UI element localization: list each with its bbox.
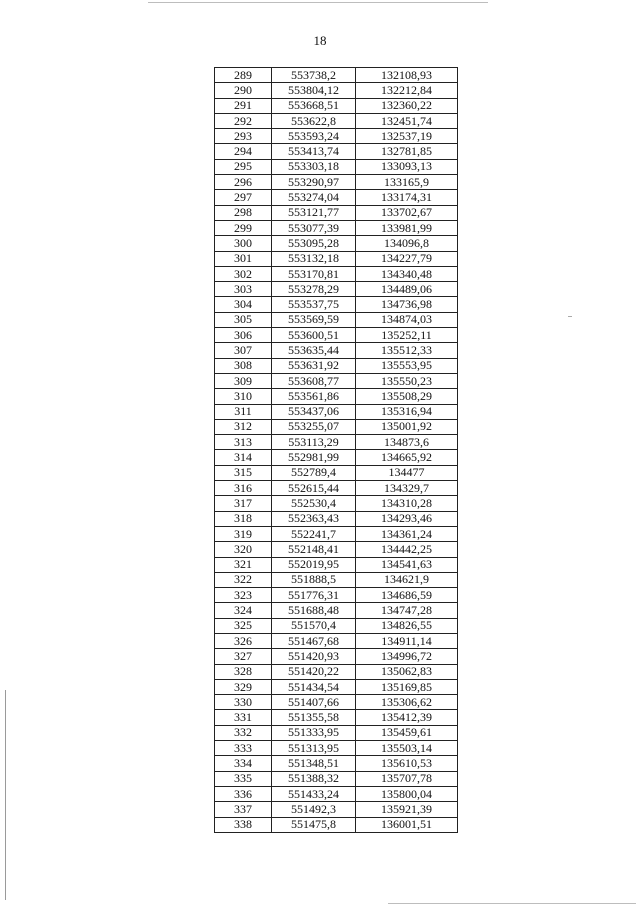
x-coordinate-cell: 553600,51 [272, 328, 356, 343]
x-coordinate-cell: 553668,51 [272, 98, 356, 113]
point-number-cell: 313 [215, 435, 272, 450]
table-row [215, 786, 458, 801]
table-row [215, 649, 458, 664]
table-row [215, 358, 458, 373]
table-row [215, 481, 458, 496]
table-row [215, 328, 458, 343]
point-number-cell: 326 [215, 633, 272, 648]
x-coordinate-cell: 553437,06 [272, 404, 356, 419]
y-coordinate-cell: 134826,55 [356, 618, 458, 633]
y-coordinate-cell: 135512,33 [356, 343, 458, 358]
y-coordinate-cell: 135252,11 [356, 328, 458, 343]
y-coordinate-cell: 134874,03 [356, 312, 458, 327]
x-coordinate-cell: 552615,44 [272, 481, 356, 496]
table-row [215, 542, 458, 557]
table-row [215, 266, 458, 281]
table-row [215, 557, 458, 572]
y-coordinate-cell: 135503,14 [356, 741, 458, 756]
point-number-cell: 337 [215, 802, 272, 817]
table-row [215, 817, 458, 832]
x-coordinate-cell: 551433,24 [272, 786, 356, 801]
table-row [215, 205, 458, 220]
table-row [215, 312, 458, 327]
y-coordinate-cell: 134747,28 [356, 603, 458, 618]
point-number-cell: 296 [215, 175, 272, 190]
x-coordinate-cell: 552530,4 [272, 496, 356, 511]
point-number-cell: 316 [215, 481, 272, 496]
point-number-cell: 318 [215, 511, 272, 526]
y-coordinate-cell: 134996,72 [356, 649, 458, 664]
y-coordinate-cell: 134340,48 [356, 266, 458, 281]
x-coordinate-cell: 553631,92 [272, 358, 356, 373]
y-coordinate-cell: 135169,85 [356, 679, 458, 694]
table-row [215, 343, 458, 358]
y-coordinate-cell: 134489,06 [356, 282, 458, 297]
table-row [215, 725, 458, 740]
table-row [215, 129, 458, 144]
point-number-cell: 301 [215, 251, 272, 266]
point-number-cell: 314 [215, 450, 272, 465]
point-number-cell: 312 [215, 419, 272, 434]
point-number-cell: 302 [215, 266, 272, 281]
x-coordinate-cell: 551355,58 [272, 710, 356, 725]
table-row [215, 450, 458, 465]
table-row [215, 144, 458, 159]
x-coordinate-cell: 551420,93 [272, 649, 356, 664]
x-coordinate-cell: 553804,12 [272, 83, 356, 98]
x-coordinate-cell: 553095,28 [272, 236, 356, 251]
y-coordinate-cell: 135610,53 [356, 756, 458, 771]
y-coordinate-cell: 135921,39 [356, 802, 458, 817]
point-number-cell: 323 [215, 588, 272, 603]
x-coordinate-cell: 553303,18 [272, 159, 356, 174]
point-number-cell: 293 [215, 129, 272, 144]
table-row [215, 419, 458, 434]
y-coordinate-cell: 133174,31 [356, 190, 458, 205]
point-number-cell: 338 [215, 817, 272, 832]
x-coordinate-cell: 551313,95 [272, 741, 356, 756]
y-coordinate-cell: 135459,61 [356, 725, 458, 740]
table-row [215, 741, 458, 756]
point-number-cell: 320 [215, 542, 272, 557]
point-number-cell: 317 [215, 496, 272, 511]
x-coordinate-cell: 551776,31 [272, 588, 356, 603]
x-coordinate-cell: 551475,8 [272, 817, 356, 832]
x-coordinate-cell: 553569,59 [272, 312, 356, 327]
x-coordinate-cell: 552363,43 [272, 511, 356, 526]
y-coordinate-cell: 136001,51 [356, 817, 458, 832]
table-row [215, 588, 458, 603]
point-number-cell: 294 [215, 144, 272, 159]
point-number-cell: 303 [215, 282, 272, 297]
y-coordinate-cell: 132108,93 [356, 68, 458, 83]
table-row [215, 190, 458, 205]
table-row [215, 802, 458, 817]
table-row [215, 435, 458, 450]
x-coordinate-cell: 552148,41 [272, 542, 356, 557]
table-row [215, 98, 458, 113]
point-number-cell: 315 [215, 465, 272, 480]
point-number-cell: 310 [215, 389, 272, 404]
y-coordinate-cell: 134310,28 [356, 496, 458, 511]
point-number-cell: 307 [215, 343, 272, 358]
coordinates-table [214, 67, 458, 833]
table-row [215, 297, 458, 312]
table-row [215, 68, 458, 83]
table-row [215, 496, 458, 511]
point-number-cell: 292 [215, 113, 272, 128]
y-coordinate-cell: 133093,13 [356, 159, 458, 174]
y-coordinate-cell: 134227,79 [356, 251, 458, 266]
point-number-cell: 300 [215, 236, 272, 251]
y-coordinate-cell: 135550,23 [356, 373, 458, 388]
y-coordinate-cell: 132537,19 [356, 129, 458, 144]
point-number-cell: 290 [215, 83, 272, 98]
x-coordinate-cell: 553413,74 [272, 144, 356, 159]
table-row [215, 83, 458, 98]
x-coordinate-cell: 551492,3 [272, 802, 356, 817]
y-coordinate-cell: 135707,78 [356, 771, 458, 786]
x-coordinate-cell: 551467,68 [272, 633, 356, 648]
y-coordinate-cell: 133702,67 [356, 205, 458, 220]
table-row [215, 389, 458, 404]
point-number-cell: 298 [215, 205, 272, 220]
y-coordinate-cell: 134665,92 [356, 450, 458, 465]
y-coordinate-cell: 135800,04 [356, 786, 458, 801]
y-coordinate-cell: 132360,22 [356, 98, 458, 113]
table-row [215, 526, 458, 541]
table-row [215, 710, 458, 725]
x-coordinate-cell: 551333,95 [272, 725, 356, 740]
x-coordinate-cell: 553121,77 [272, 205, 356, 220]
page-number: 18 [313, 33, 327, 48]
y-coordinate-cell: 134329,7 [356, 481, 458, 496]
x-coordinate-cell: 553622,8 [272, 113, 356, 128]
scan-edge-left [5, 690, 6, 900]
x-coordinate-cell: 553132,18 [272, 251, 356, 266]
x-coordinate-cell: 552241,7 [272, 526, 356, 541]
table-row [215, 771, 458, 786]
point-number-cell: 291 [215, 98, 272, 113]
x-coordinate-cell: 553170,81 [272, 266, 356, 281]
table-row [215, 404, 458, 419]
point-number-cell: 306 [215, 328, 272, 343]
table-row [215, 251, 458, 266]
point-number-cell: 322 [215, 572, 272, 587]
table-row [215, 756, 458, 771]
table-row [215, 175, 458, 190]
y-coordinate-cell: 134911,14 [356, 633, 458, 648]
point-number-cell: 305 [215, 312, 272, 327]
y-coordinate-cell: 134621,9 [356, 572, 458, 587]
point-number-cell: 333 [215, 741, 272, 756]
y-coordinate-cell: 135508,29 [356, 389, 458, 404]
point-number-cell: 325 [215, 618, 272, 633]
table-row [215, 603, 458, 618]
point-number-cell: 324 [215, 603, 272, 618]
point-number-cell: 335 [215, 771, 272, 786]
scan-speck [568, 316, 572, 317]
x-coordinate-cell: 553113,29 [272, 435, 356, 450]
point-number-cell: 309 [215, 373, 272, 388]
y-coordinate-cell: 133981,99 [356, 220, 458, 235]
y-coordinate-cell: 134686,59 [356, 588, 458, 603]
x-coordinate-cell: 551688,48 [272, 603, 356, 618]
x-coordinate-cell: 552789,4 [272, 465, 356, 480]
point-number-cell: 336 [215, 786, 272, 801]
y-coordinate-cell: 134541,63 [356, 557, 458, 572]
x-coordinate-cell: 553537,75 [272, 297, 356, 312]
x-coordinate-cell: 553561,86 [272, 389, 356, 404]
point-number-cell: 334 [215, 756, 272, 771]
y-coordinate-cell: 134873,6 [356, 435, 458, 450]
x-coordinate-cell: 551348,51 [272, 756, 356, 771]
y-coordinate-cell: 135062,83 [356, 664, 458, 679]
x-coordinate-cell: 551407,66 [272, 695, 356, 710]
y-coordinate-cell: 135306,62 [356, 695, 458, 710]
point-number-cell: 331 [215, 710, 272, 725]
x-coordinate-cell: 553278,29 [272, 282, 356, 297]
y-coordinate-cell: 134096,8 [356, 236, 458, 251]
x-coordinate-cell: 553635,44 [272, 343, 356, 358]
y-coordinate-cell: 133165,9 [356, 175, 458, 190]
point-number-cell: 329 [215, 679, 272, 694]
table-row [215, 282, 458, 297]
point-number-cell: 308 [215, 358, 272, 373]
x-coordinate-cell: 553593,24 [272, 129, 356, 144]
table-row [215, 511, 458, 526]
y-coordinate-cell: 132212,84 [356, 83, 458, 98]
table-row [215, 220, 458, 235]
point-number-cell: 321 [215, 557, 272, 572]
y-coordinate-cell: 134736,98 [356, 297, 458, 312]
x-coordinate-cell: 551434,54 [272, 679, 356, 694]
table-row [215, 159, 458, 174]
y-coordinate-cell: 134361,24 [356, 526, 458, 541]
x-coordinate-cell: 553290,97 [272, 175, 356, 190]
table-row [215, 679, 458, 694]
table-row [215, 618, 458, 633]
scan-edge-bottom [388, 903, 636, 904]
table-row [215, 633, 458, 648]
x-coordinate-cell: 552981,99 [272, 450, 356, 465]
table-row [215, 572, 458, 587]
x-coordinate-cell: 551888,5 [272, 572, 356, 587]
y-coordinate-cell: 135001,92 [356, 419, 458, 434]
x-coordinate-cell: 553274,04 [272, 190, 356, 205]
point-number-cell: 311 [215, 404, 272, 419]
y-coordinate-cell: 134442,25 [356, 542, 458, 557]
x-coordinate-cell: 551420,22 [272, 664, 356, 679]
table-row [215, 113, 458, 128]
table-row [215, 236, 458, 251]
x-coordinate-cell: 553255,07 [272, 419, 356, 434]
table-row [215, 373, 458, 388]
point-number-cell: 295 [215, 159, 272, 174]
y-coordinate-cell: 132451,74 [356, 113, 458, 128]
y-coordinate-cell: 134293,46 [356, 511, 458, 526]
point-number-cell: 327 [215, 649, 272, 664]
x-coordinate-cell: 553738,2 [272, 68, 356, 83]
y-coordinate-cell: 135412,39 [356, 710, 458, 725]
point-number-cell: 319 [215, 526, 272, 541]
x-coordinate-cell: 551388,32 [272, 771, 356, 786]
point-number-cell: 297 [215, 190, 272, 205]
point-number-cell: 299 [215, 220, 272, 235]
table-row [215, 465, 458, 480]
point-number-cell: 328 [215, 664, 272, 679]
x-coordinate-cell: 551570,4 [272, 618, 356, 633]
coordinates-table-body [215, 68, 458, 833]
x-coordinate-cell: 553077,39 [272, 220, 356, 235]
point-number-cell: 289 [215, 68, 272, 83]
y-coordinate-cell: 135553,95 [356, 358, 458, 373]
table-row [215, 695, 458, 710]
x-coordinate-cell: 552019,95 [272, 557, 356, 572]
point-number-cell: 332 [215, 725, 272, 740]
y-coordinate-cell: 132781,85 [356, 144, 458, 159]
scan-edge-top [148, 2, 488, 3]
point-number-cell: 330 [215, 695, 272, 710]
x-coordinate-cell: 553608,77 [272, 373, 356, 388]
point-number-cell: 304 [215, 297, 272, 312]
table-row [215, 664, 458, 679]
y-coordinate-cell: 134477 [356, 465, 458, 480]
y-coordinate-cell: 135316,94 [356, 404, 458, 419]
